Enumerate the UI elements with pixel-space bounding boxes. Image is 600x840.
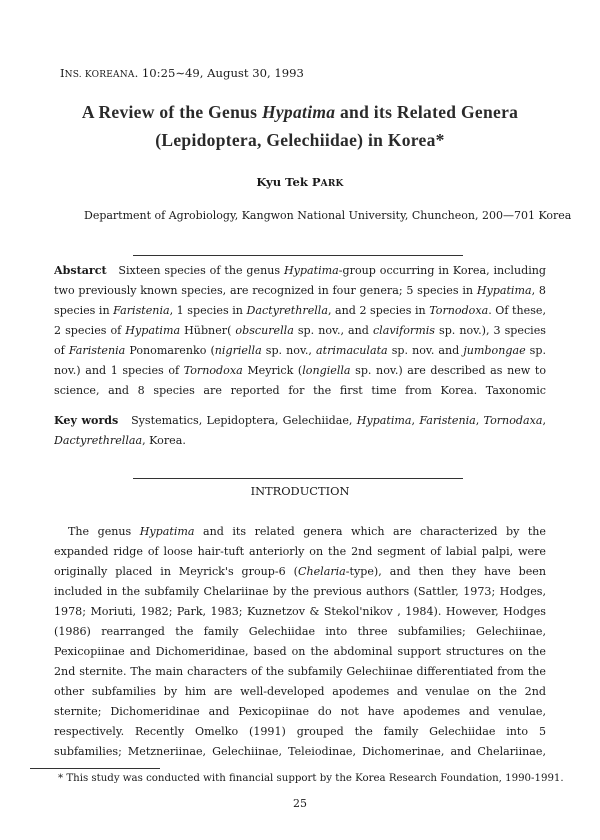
abstract-text: sp. nov., and bbox=[293, 324, 373, 337]
author-given-name: Kyu Tek bbox=[256, 175, 312, 189]
keywords-label: Key words bbox=[54, 414, 119, 427]
abstract-taxon: jumbongae bbox=[463, 344, 526, 357]
abstract-taxon: Faristenia bbox=[68, 344, 126, 357]
keyword-taxon: Tornodaxa bbox=[483, 414, 543, 427]
intro-taxon: Chelaria bbox=[297, 565, 346, 578]
section-heading: INTRODUCTION bbox=[250, 484, 350, 498]
abstract-label: Abstarct bbox=[54, 264, 107, 277]
abstract-taxon: nigriella bbox=[214, 344, 262, 357]
abstract-text: sp. nov.) are described as new to science, and 8 species are reported for the first time from Korea. Taxonomic bbox=[54, 364, 546, 397]
author-affiliation: Department of Agrobiology, Kangwon National University, Chuncheon, 200—701 Korea bbox=[84, 209, 572, 222]
journal-name: NS. KOREANA bbox=[64, 70, 135, 80]
abstract-taxon: Tornodoxa bbox=[183, 364, 243, 377]
footnote-rule bbox=[30, 768, 160, 769]
keyword-taxon: Faristenia bbox=[419, 414, 476, 427]
author-name bbox=[0, 175, 600, 189]
introduction-body bbox=[54, 522, 546, 762]
abstract-text: Hübner( bbox=[180, 324, 236, 337]
paper-title-line-1 bbox=[40, 102, 560, 123]
abstract-text: sp. nov.), 3 species of bbox=[54, 324, 546, 357]
keywords-text: , Korea. bbox=[142, 434, 186, 447]
journal-name-initial: I bbox=[60, 66, 65, 80]
keywords-text: , bbox=[411, 414, 420, 427]
intro-text: -type), and then they have been included in the subfamily Chelariinae by the previous authors (Sattler, 1973; Hodges, 1978; Moriuti, 1982; Park, 1983; Kuznetzov & Stekol'nikov , 1984). However, Hodges (1986) rearranged the family Gelechiidae into three subfamilies; Gelechiinae, Pexicopiinae and Dichomeridinae, based on the abdominal support structures on the 2nd sternite. The main characters of the subfamily Gelechiinae differentiated from the other subfamilies by him are well-developed apodemes and venulae on the 2nd sternite; Dichomeridinae and Pexicopiinae do not have apodemes and venulae, respectively. Recently Omelko (1991) grouped the family Gelechiidae into 5 subfamilies; Metzneriinae, Gelechiinae, Teleiodinae, Dichomerinae, and Chelariinae, bbox=[54, 565, 546, 758]
keywords-text: , bbox=[542, 414, 546, 427]
author-surname: ARK bbox=[320, 179, 344, 189]
divider-bottom bbox=[133, 478, 463, 479]
abstract-text: , and 2 species in bbox=[327, 304, 430, 317]
title-genus: Hypatima bbox=[261, 102, 336, 122]
author-surname-initial: P bbox=[311, 175, 321, 189]
abstract-text: -group occurring in Korea, including two previously known species, are recognized in four genera; 5 species in bbox=[54, 264, 546, 297]
abstract bbox=[54, 261, 546, 401]
abstract-taxon: atrimaculata bbox=[316, 344, 388, 357]
abstract-text: Ponomarenko ( bbox=[125, 344, 215, 357]
abstract-taxon: Hypatima bbox=[125, 324, 181, 337]
journal-citation bbox=[60, 66, 304, 80]
page-number: 25 bbox=[293, 797, 307, 810]
keyword-taxon: Hypatima bbox=[356, 414, 412, 427]
abstract-text: sp. nov.) and 1 species of bbox=[54, 344, 546, 377]
keywords-text: Systematics, Lepidoptera, Gelechiidae, bbox=[131, 414, 357, 427]
abstract-taxon: longiella bbox=[302, 364, 351, 377]
keywords-text: , bbox=[475, 414, 484, 427]
abstract-taxon: Hypatima bbox=[476, 284, 532, 297]
abstract-taxon: Faristenia bbox=[113, 304, 170, 317]
abstract-text: sp. nov. and bbox=[387, 344, 464, 357]
divider-top bbox=[133, 255, 463, 256]
paper-title-line-2: (Lepidoptera, Gelechiidae) in Korea* bbox=[155, 130, 445, 150]
abstract-text: sp. nov., bbox=[261, 344, 316, 357]
abstract-taxon: Dactyrethrella bbox=[246, 304, 328, 317]
abstract-taxon: obscurella bbox=[235, 324, 294, 337]
intro-text: The genus bbox=[68, 525, 140, 538]
abstract-text: , 1 species in bbox=[169, 304, 247, 317]
keyword-taxon: Dactyrethrellaa bbox=[54, 434, 143, 447]
footnote: * This study was conducted with financial support by the Korea Research Foundation, 1990-1991. bbox=[58, 773, 564, 784]
abstract-taxon: Hypatima bbox=[283, 264, 339, 277]
abstract-text: . Of these, 2 species of bbox=[54, 304, 546, 337]
abstract-text: , 8 species in bbox=[54, 284, 546, 317]
journal-volume-date: . 10:25∼49, August 30, 1993 bbox=[134, 66, 304, 80]
abstract-taxon: claviformis bbox=[372, 324, 435, 337]
intro-text: and its related genera which are characterized by the expanded ridge of loose hair-tuft anteriorly on the 2nd segment of labial palpi, were originally placed in Meyrick's group-6 ( bbox=[54, 525, 546, 578]
title-text: and its Related Genera bbox=[335, 102, 519, 122]
keywords bbox=[54, 411, 546, 451]
title-text: A Review of the Genus bbox=[81, 102, 262, 122]
abstract-taxon: Tornodoxa bbox=[429, 304, 489, 317]
abstract-text: Meyrick ( bbox=[242, 364, 303, 377]
abstract-text: Sixteen species of the genus bbox=[118, 264, 284, 277]
intro-taxon: Hypatima bbox=[139, 525, 195, 538]
